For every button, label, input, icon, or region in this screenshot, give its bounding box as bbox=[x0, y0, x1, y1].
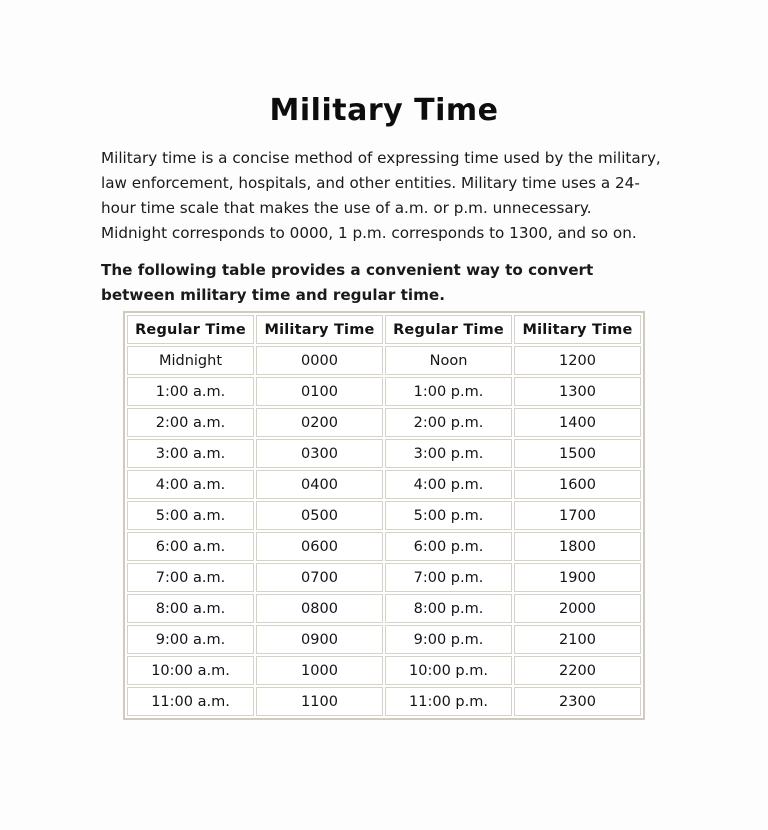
table-cell: Noon bbox=[385, 346, 512, 375]
table-row bbox=[127, 656, 641, 685]
table-cell: 7:00 a.m. bbox=[127, 563, 254, 592]
table-row bbox=[127, 470, 641, 499]
table-cell: 0200 bbox=[256, 408, 383, 437]
table-cell: 1600 bbox=[514, 470, 641, 499]
table-cell: 10:00 p.m. bbox=[385, 656, 512, 685]
table-cell: 1200 bbox=[514, 346, 641, 375]
table-cell: 6:00 a.m. bbox=[127, 532, 254, 561]
table-cell: 1:00 p.m. bbox=[385, 377, 512, 406]
table-cell: 1000 bbox=[256, 656, 383, 685]
table-cell: 0300 bbox=[256, 439, 383, 468]
table-cell: 0000 bbox=[256, 346, 383, 375]
table-row bbox=[127, 687, 641, 716]
table-cell: 5:00 p.m. bbox=[385, 501, 512, 530]
table-column-header: Regular Time bbox=[385, 315, 512, 344]
table-cell: 3:00 a.m. bbox=[127, 439, 254, 468]
table-cell: 1:00 a.m. bbox=[127, 377, 254, 406]
table-cell: 0100 bbox=[256, 377, 383, 406]
table-cell: 0600 bbox=[256, 532, 383, 561]
table-cell: 4:00 a.m. bbox=[127, 470, 254, 499]
table-cell: 9:00 p.m. bbox=[385, 625, 512, 654]
table-cell: 0500 bbox=[256, 501, 383, 530]
table-row bbox=[127, 501, 641, 530]
table-cell: 4:00 p.m. bbox=[385, 470, 512, 499]
table-cell: 3:00 p.m. bbox=[385, 439, 512, 468]
table-cell: 2:00 a.m. bbox=[127, 408, 254, 437]
table-row bbox=[127, 594, 641, 623]
table-cell: 0800 bbox=[256, 594, 383, 623]
table-row bbox=[127, 532, 641, 561]
table-row bbox=[127, 563, 641, 592]
table-cell: 2200 bbox=[514, 656, 641, 685]
table-cell: 1700 bbox=[514, 501, 641, 530]
table-cell: 11:00 p.m. bbox=[385, 687, 512, 716]
table-cell: 6:00 p.m. bbox=[385, 532, 512, 561]
intro-paragraph: Military time is a concise method of expressing time used by the military, law enforcement, hospitals, and other entities. Military time uses a 24-hour time scale that makes the use of a.m. or p.m. unnecessary. Midnight corresponds to 0000, 1 p.m. corresponds to 1300, and so on. bbox=[101, 149, 661, 243]
table-cell: Midnight bbox=[127, 346, 254, 375]
table-cell: 1300 bbox=[514, 377, 641, 406]
table-row bbox=[127, 408, 641, 437]
table-cell: 8:00 p.m. bbox=[385, 594, 512, 623]
table-column-header: Regular Time bbox=[127, 315, 254, 344]
military-time-conversion-table bbox=[123, 311, 645, 720]
table-column-header: Military Time bbox=[514, 315, 641, 344]
table-cell: 0400 bbox=[256, 470, 383, 499]
page-title: Military Time bbox=[269, 93, 499, 129]
table-cell: 0900 bbox=[256, 625, 383, 654]
table-header-row bbox=[127, 315, 641, 344]
table-header bbox=[127, 315, 641, 344]
table-cell: 1500 bbox=[514, 439, 641, 468]
table-row bbox=[127, 439, 641, 468]
table-row bbox=[127, 377, 641, 406]
table-cell: 10:00 a.m. bbox=[127, 656, 254, 685]
conversion-table-container bbox=[123, 311, 645, 720]
table-cell: 2300 bbox=[514, 687, 641, 716]
table-cell: 2000 bbox=[514, 594, 641, 623]
table-cell: 0700 bbox=[256, 563, 383, 592]
table-cell: 1800 bbox=[514, 532, 641, 561]
table-cell: 7:00 p.m. bbox=[385, 563, 512, 592]
table-cell: 2100 bbox=[514, 625, 641, 654]
table-cell: 1100 bbox=[256, 687, 383, 716]
table-row bbox=[127, 346, 641, 375]
table-cell: 9:00 a.m. bbox=[127, 625, 254, 654]
table-body bbox=[127, 346, 641, 716]
table-cell: 11:00 a.m. bbox=[127, 687, 254, 716]
table-cell: 1400 bbox=[514, 408, 641, 437]
table-cell: 8:00 a.m. bbox=[127, 594, 254, 623]
table-row bbox=[127, 625, 641, 654]
table-cell: 5:00 a.m. bbox=[127, 501, 254, 530]
lead-paragraph: The following table provides a convenient way to convert between military time and regular time. bbox=[101, 261, 594, 305]
table-column-header: Military Time bbox=[256, 315, 383, 344]
table-cell: 2:00 p.m. bbox=[385, 408, 512, 437]
table-cell: 1900 bbox=[514, 563, 641, 592]
